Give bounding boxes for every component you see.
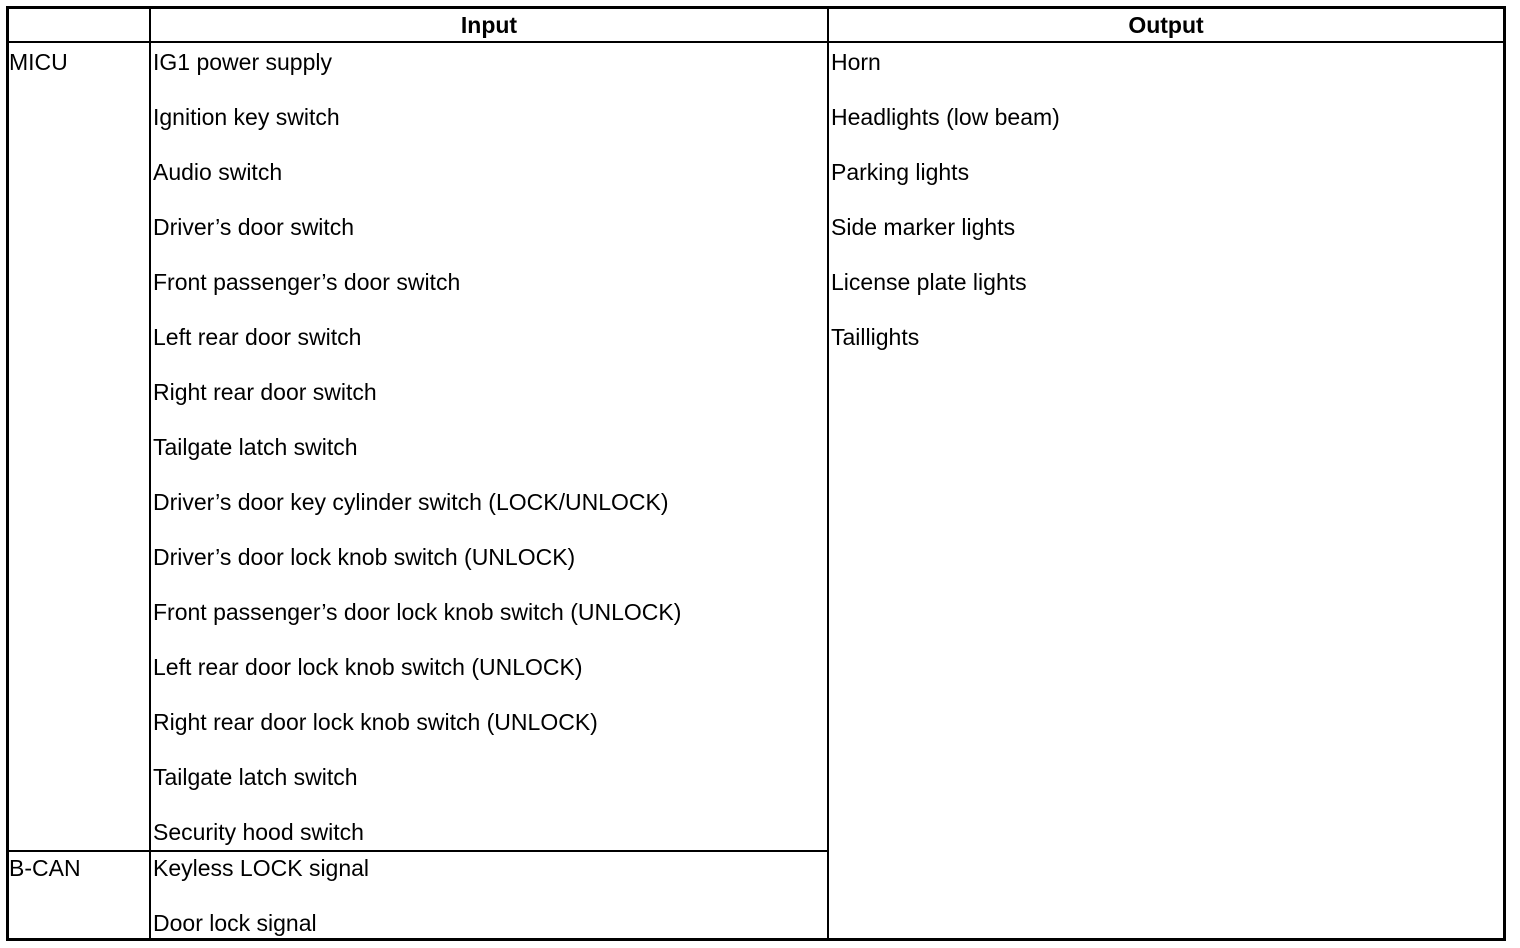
input-item: Door lock signal <box>153 910 317 936</box>
input-item: Tailgate latch switch <box>153 764 358 790</box>
input-item: Driver’s door switch <box>153 214 355 240</box>
group-divider <box>6 850 829 852</box>
column-divider-group-input <box>149 6 151 941</box>
input-item: Front passenger’s door lock knob switch (UNLOCK) <box>153 599 682 625</box>
header-input: Input <box>460 12 518 38</box>
input-item: Right rear door lock knob switch (UNLOCK) <box>153 709 598 735</box>
input-item: Front passenger’s door switch <box>153 269 461 295</box>
input-item: Left rear door lock knob switch (UNLOCK) <box>153 654 583 680</box>
input-item: Audio switch <box>153 159 283 185</box>
input-item: Tailgate latch switch <box>153 434 358 460</box>
input-item: Driver’s door lock knob switch (UNLOCK) <box>153 544 576 570</box>
output-item: License plate lights <box>831 269 1027 295</box>
io-table <box>6 6 1506 941</box>
input-item: Left rear door switch <box>153 324 362 350</box>
input-item: Ignition key switch <box>153 104 340 130</box>
input-item: Driver’s door key cylinder switch (LOCK/UNLOCK) <box>153 489 669 515</box>
output-item: Parking lights <box>831 159 970 185</box>
output-item: Taillights <box>831 324 920 350</box>
column-divider-input-output <box>827 6 829 941</box>
input-item: IG1 power supply <box>153 49 332 75</box>
group-label-micu: MICU <box>9 49 68 75</box>
group-label-bcan: B-CAN <box>9 855 81 881</box>
input-item: Right rear door switch <box>153 379 377 405</box>
header-output: Output <box>1128 12 1204 38</box>
output-item: Headlights (low beam) <box>831 104 1060 130</box>
header-group <box>9 8 149 42</box>
input-item: Keyless LOCK signal <box>153 855 370 881</box>
output-item: Horn <box>831 49 881 75</box>
input-item: Security hood switch <box>153 819 364 845</box>
output-item: Side marker lights <box>831 214 1016 240</box>
